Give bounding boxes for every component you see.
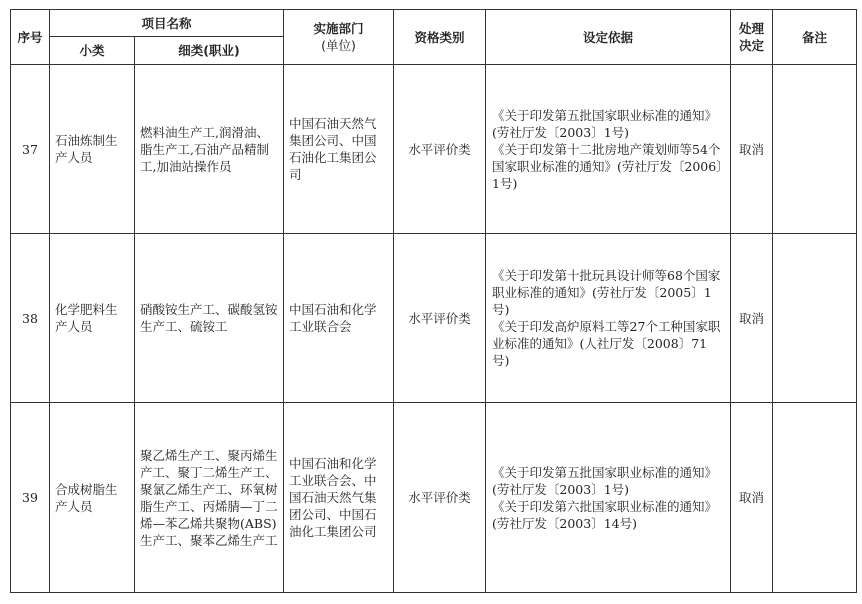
header-decision-line1: 处理 bbox=[739, 21, 765, 36]
basis-reference: 《关于印发第五批国家职业标准的通知》(劳社厅发〔2003〕1号) bbox=[492, 107, 718, 140]
table-row bbox=[11, 403, 857, 593]
row-qualification: 水平评价类 bbox=[394, 403, 486, 593]
row-seq: 38 bbox=[11, 234, 50, 403]
header-sub-category: 小类 bbox=[50, 37, 135, 65]
row-sub-category: 合成树脂生产人员 bbox=[50, 403, 135, 593]
basis-reference: 《关于印发第十批玩具设计师等68个国家职业标准的通知》(劳社厅发〔2005〕1号) bbox=[492, 268, 721, 317]
basis-reference: 《关于印发第十二批房地产策划师等54个国家职业标准的通知》(劳社厅发〔2006〕1号) bbox=[492, 141, 723, 191]
row-basis bbox=[486, 234, 731, 403]
header-project-name: 项目名称 bbox=[50, 10, 284, 37]
row-basis bbox=[486, 65, 731, 234]
header-detail-category: 细类(职业) bbox=[135, 37, 284, 65]
basis-reference: 《关于印发第六批国家职业标准的通知》(劳社厅发〔2003〕14号) bbox=[492, 498, 718, 531]
row-decision: 取消 bbox=[731, 65, 773, 234]
header-department-line2: (单位) bbox=[321, 38, 356, 53]
table-row bbox=[11, 234, 857, 403]
row-decision: 取消 bbox=[731, 403, 773, 593]
header-basis: 设定依据 bbox=[486, 10, 731, 65]
row-sub-category: 石油炼制生产人员 bbox=[50, 65, 135, 234]
header-decision-line2: 决定 bbox=[739, 38, 765, 53]
header-department bbox=[284, 10, 394, 65]
basis-reference: 《关于印发高炉原料工等27个工种国家职业标准的通知》(人社厅发〔2008〕71号) bbox=[492, 319, 721, 368]
row-detail: 燃料油生产工,润滑油、脂生产工,石油产品精制工,加油站操作员 bbox=[135, 65, 284, 234]
row-department: 中国石油和化学工业联合会、中国石油天然气集团公司、中国石油化工集团公司 bbox=[284, 403, 394, 593]
row-sub-category: 化学肥料生产人员 bbox=[50, 234, 135, 403]
header-remark: 备注 bbox=[773, 10, 857, 65]
row-qualification: 水平评价类 bbox=[394, 234, 486, 403]
row-remark bbox=[773, 403, 857, 593]
row-detail: 聚乙烯生产工、聚丙烯生产工、聚丁二烯生产工、聚氯乙烯生产工、环氧树脂生产工、丙烯腈—丁二烯—苯乙烯共聚物(ABS)生产工、聚苯乙烯生产工 bbox=[135, 403, 284, 593]
header-seq: 序号 bbox=[11, 10, 50, 65]
row-seq: 39 bbox=[11, 403, 50, 593]
row-decision: 取消 bbox=[731, 234, 773, 403]
row-department: 中国石油和化学工业联合会 bbox=[284, 234, 394, 403]
header-qualification: 资格类别 bbox=[394, 10, 486, 65]
header-decision bbox=[731, 10, 773, 65]
row-remark bbox=[773, 234, 857, 403]
table-row bbox=[11, 65, 857, 234]
qualification-table bbox=[10, 9, 857, 593]
row-detail: 硝酸铵生产工、碳酸氢铵生产工、硫铵工 bbox=[135, 234, 284, 403]
header-department-line1: 实施部门 bbox=[313, 21, 364, 36]
row-qualification: 水平评价类 bbox=[394, 65, 486, 234]
row-department: 中国石油天然气集团公司、中国石油化工集团公司 bbox=[284, 65, 394, 234]
row-remark bbox=[773, 65, 857, 234]
basis-reference: 《关于印发第五批国家职业标准的通知》(劳社厅发〔2003〕1号) bbox=[492, 464, 718, 497]
row-seq: 37 bbox=[11, 65, 50, 234]
row-basis bbox=[486, 403, 731, 593]
